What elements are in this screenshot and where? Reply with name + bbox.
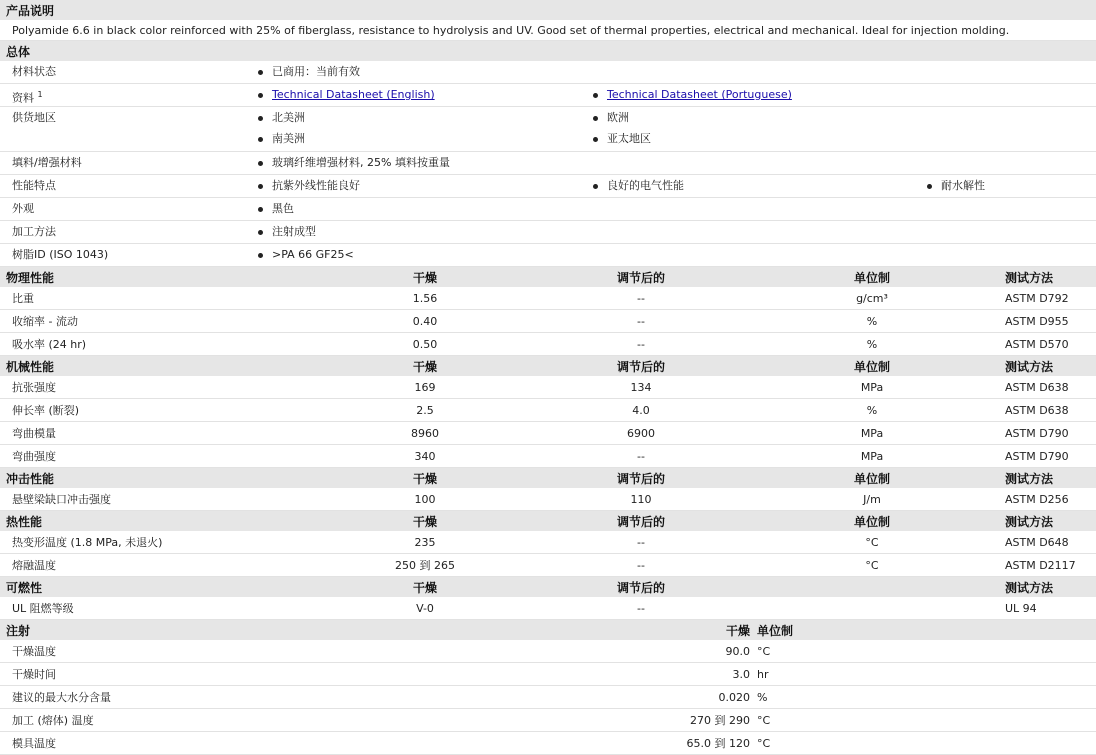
injection-header	[0, 620, 1096, 640]
property-row	[0, 376, 1096, 399]
resin-id-value: >PA 66 GF25<	[258, 244, 354, 266]
value-dry: V-0	[416, 601, 434, 615]
literature-item-portuguese	[593, 84, 792, 106]
property-row	[0, 287, 1096, 310]
bullet-icon	[927, 184, 932, 189]
bullet-icon	[258, 184, 263, 189]
value-dry: 340	[414, 449, 436, 463]
processing-label: 加工方法	[12, 225, 56, 238]
property-name: 抗张强度	[12, 381, 56, 394]
availability-item: 亚太地区	[593, 128, 651, 150]
injection-value: 90.0	[725, 644, 750, 658]
bullet-icon	[593, 184, 598, 189]
appearance-row	[0, 198, 1096, 221]
value-unit: %	[866, 403, 878, 417]
test-method: ASTM D648	[1005, 535, 1069, 549]
injection-param-name: 干燥时间	[12, 668, 56, 681]
value-dry: 0.40	[412, 314, 438, 328]
section-title: 机械性能	[6, 359, 55, 374]
header-conditioned: 调节后的	[616, 270, 665, 285]
bullet-icon	[593, 116, 598, 121]
property-row	[0, 488, 1096, 511]
value-unit: MPa	[860, 380, 884, 394]
header-dry: 干燥	[412, 359, 437, 374]
bullet-icon	[258, 137, 263, 142]
injection-header-unit: 单位制	[757, 623, 794, 638]
general-header	[0, 41, 1096, 61]
property-name: 收缩率 - 流动	[12, 315, 78, 328]
product-description-title: 产品说明	[6, 3, 55, 18]
material-status-value: 已商用：当前有效	[258, 61, 360, 83]
header-conditioned: 调节后的	[616, 471, 665, 486]
injection-param-name: 建议的最大水分含量	[12, 691, 111, 704]
value-conditioned: 134	[630, 380, 652, 394]
injection-unit: %	[757, 690, 768, 704]
technical-datasheet-english-link[interactable]: Technical Datasheet (English)	[272, 88, 435, 101]
injection-unit: °C	[757, 644, 771, 658]
property-section-header	[0, 267, 1096, 287]
bullet-icon	[258, 93, 263, 98]
value-dry: 235	[414, 535, 436, 549]
header-conditioned: 调节后的	[616, 514, 665, 529]
value-conditioned: --	[637, 291, 645, 305]
property-row	[0, 310, 1096, 333]
value-conditioned: --	[637, 449, 645, 463]
value-unit: %	[866, 314, 878, 328]
processing-value: 注射成型	[258, 221, 316, 243]
property-name: 弯曲模量	[12, 427, 56, 440]
availability-label: 供货地区	[12, 111, 56, 124]
feature-item: 良好的电气性能	[593, 175, 684, 197]
resin-id-row	[0, 244, 1096, 267]
injection-value: 65.0 到 120	[686, 737, 750, 750]
header-method: 测试方法	[1005, 514, 1054, 529]
bullet-icon	[258, 116, 263, 121]
filler-label: 填料/增强材料	[12, 156, 82, 169]
test-method: ASTM D570	[1005, 337, 1069, 351]
availability-item: 南美洲	[258, 128, 305, 150]
property-name: 伸长率 (断裂)	[12, 404, 80, 417]
availability-row	[0, 107, 1096, 152]
property-section-header	[0, 511, 1096, 531]
value-conditioned: --	[637, 337, 645, 351]
property-row	[0, 422, 1096, 445]
test-method: ASTM D792	[1005, 291, 1069, 305]
value-unit	[822, 597, 922, 619]
literature-item-english	[258, 84, 435, 106]
section-title: 冲击性能	[6, 471, 55, 486]
property-name: 悬壁梁缺口冲击强度	[12, 493, 111, 506]
injection-row	[0, 663, 1096, 686]
value-unit: MPa	[860, 449, 884, 463]
literature-label: 资料 $^1$	[12, 90, 43, 105]
bullet-icon	[258, 230, 263, 235]
material-status-row	[0, 61, 1096, 84]
header-method: 测试方法	[1005, 580, 1054, 595]
injection-rows	[0, 640, 1096, 755]
feature-item: 抗紫外线性能良好	[258, 175, 360, 197]
injection-header-dry: 干燥	[725, 623, 750, 638]
value-conditioned: --	[637, 314, 645, 328]
section-title: 热性能	[6, 514, 43, 529]
test-method: ASTM D638	[1005, 403, 1069, 417]
value-unit: °C	[865, 535, 879, 549]
test-method: ASTM D790	[1005, 449, 1069, 463]
property-row	[0, 554, 1096, 577]
literature-row	[0, 84, 1096, 107]
product-description-text: Polyamide 6.6 in black color reinforced with 25% of fiberglass, resistance to hydrolysis and UV. Good set of thermal properties, electrical and mechanical. Ideal for injection molding.	[0, 20, 1096, 41]
injection-unit: hr	[757, 667, 769, 681]
filler-value: 玻璃纤维增强材料, 25% 填料按重量	[258, 152, 450, 174]
injection-param-name: 模具温度	[12, 737, 56, 750]
value-dry: 2.5	[416, 403, 434, 417]
injection-title: 注射	[6, 623, 31, 638]
injection-value: 0.020	[718, 690, 750, 704]
property-row	[0, 333, 1096, 356]
value-unit: %	[866, 337, 878, 351]
property-name: UL 阻燃等级	[12, 602, 74, 615]
property-row	[0, 531, 1096, 554]
header-unit	[822, 577, 922, 597]
value-conditioned: --	[637, 535, 645, 549]
features-row	[0, 175, 1096, 198]
header-method: 测试方法	[1005, 270, 1054, 285]
value-dry: 8960	[411, 426, 439, 440]
header-unit: 单位制	[853, 270, 890, 285]
value-dry: 0.50	[412, 337, 438, 351]
injection-param-name: 干燥温度	[12, 645, 56, 658]
injection-row	[0, 686, 1096, 709]
technical-datasheet-portuguese-link[interactable]: Technical Datasheet (Portuguese)	[607, 88, 792, 101]
property-name: 比重	[12, 292, 34, 305]
product-description-header	[0, 0, 1096, 20]
header-dry: 干燥	[412, 270, 437, 285]
value-dry: 100	[414, 492, 436, 506]
header-conditioned: 调节后的	[616, 359, 665, 374]
injection-unit: °C	[757, 736, 771, 750]
test-method: ASTM D955	[1005, 314, 1069, 328]
value-conditioned: --	[637, 558, 645, 572]
processing-row	[0, 221, 1096, 244]
header-dry: 干燥	[412, 580, 437, 595]
test-method: UL 94	[1005, 601, 1037, 615]
test-method: ASTM D2117	[1005, 558, 1076, 572]
value-conditioned: --	[637, 601, 645, 615]
value-unit: g/cm³	[856, 291, 888, 305]
value-dry: 1.56	[412, 291, 438, 305]
header-method: 测试方法	[1005, 471, 1054, 486]
bullet-icon	[258, 253, 263, 258]
value-conditioned: 6900	[627, 426, 655, 440]
header-dry: 干燥	[412, 471, 437, 486]
value-unit: MPa	[860, 426, 884, 440]
property-name: 熔融温度	[12, 559, 56, 572]
bullet-icon	[258, 70, 263, 75]
section-title: 物理性能	[6, 270, 55, 285]
filler-row	[0, 152, 1096, 175]
property-row	[0, 597, 1096, 620]
property-section-header	[0, 356, 1096, 376]
value-conditioned: 110	[630, 492, 652, 506]
value-unit: J/m	[863, 492, 881, 506]
injection-param-name: 加工 (熔体) 温度	[12, 714, 94, 727]
header-unit: 单位制	[853, 471, 890, 486]
value-unit: °C	[865, 558, 879, 572]
bullet-icon	[593, 93, 598, 98]
section-title: 可燃性	[6, 580, 43, 595]
header-method: 测试方法	[1005, 359, 1054, 374]
property-tables	[0, 267, 1096, 620]
property-section-header	[0, 468, 1096, 488]
header-conditioned: 调节后的	[616, 580, 665, 595]
injection-value: 3.0	[732, 667, 750, 681]
availability-item: 欧洲	[593, 107, 629, 129]
value-dry: 169	[414, 380, 436, 394]
general-title: 总体	[6, 44, 31, 59]
value-conditioned: 4.0	[632, 403, 650, 417]
resin-id-label: 树脂ID (ISO 1043)	[12, 248, 109, 261]
injection-value: 270 到 290	[690, 714, 750, 727]
availability-item: 北美洲	[258, 107, 305, 129]
property-name: 热变形温度 (1.8 MPa, 未退火)	[12, 536, 163, 549]
bullet-icon	[258, 207, 263, 212]
header-unit: 单位制	[853, 514, 890, 529]
property-row	[0, 399, 1096, 422]
appearance-label: 外观	[12, 202, 34, 215]
material-status-label: 材料状态	[12, 65, 56, 78]
features-label: 性能特点	[12, 179, 56, 192]
property-row	[0, 445, 1096, 468]
injection-row	[0, 640, 1096, 663]
test-method: ASTM D256	[1005, 492, 1069, 506]
bullet-icon	[258, 161, 263, 166]
property-name: 弯曲强度	[12, 450, 56, 463]
feature-item: 耐水解性	[927, 175, 985, 197]
header-dry: 干燥	[412, 514, 437, 529]
bullet-icon	[593, 137, 598, 142]
appearance-value: 黑色	[258, 198, 294, 220]
injection-row	[0, 709, 1096, 732]
value-dry: 250 到 265	[395, 559, 455, 572]
property-name: 吸水率 (24 hr)	[12, 338, 87, 351]
test-method: ASTM D790	[1005, 426, 1069, 440]
injection-unit: °C	[757, 713, 771, 727]
header-unit: 单位制	[853, 359, 890, 374]
test-method: ASTM D638	[1005, 380, 1069, 394]
property-section-header	[0, 577, 1096, 597]
